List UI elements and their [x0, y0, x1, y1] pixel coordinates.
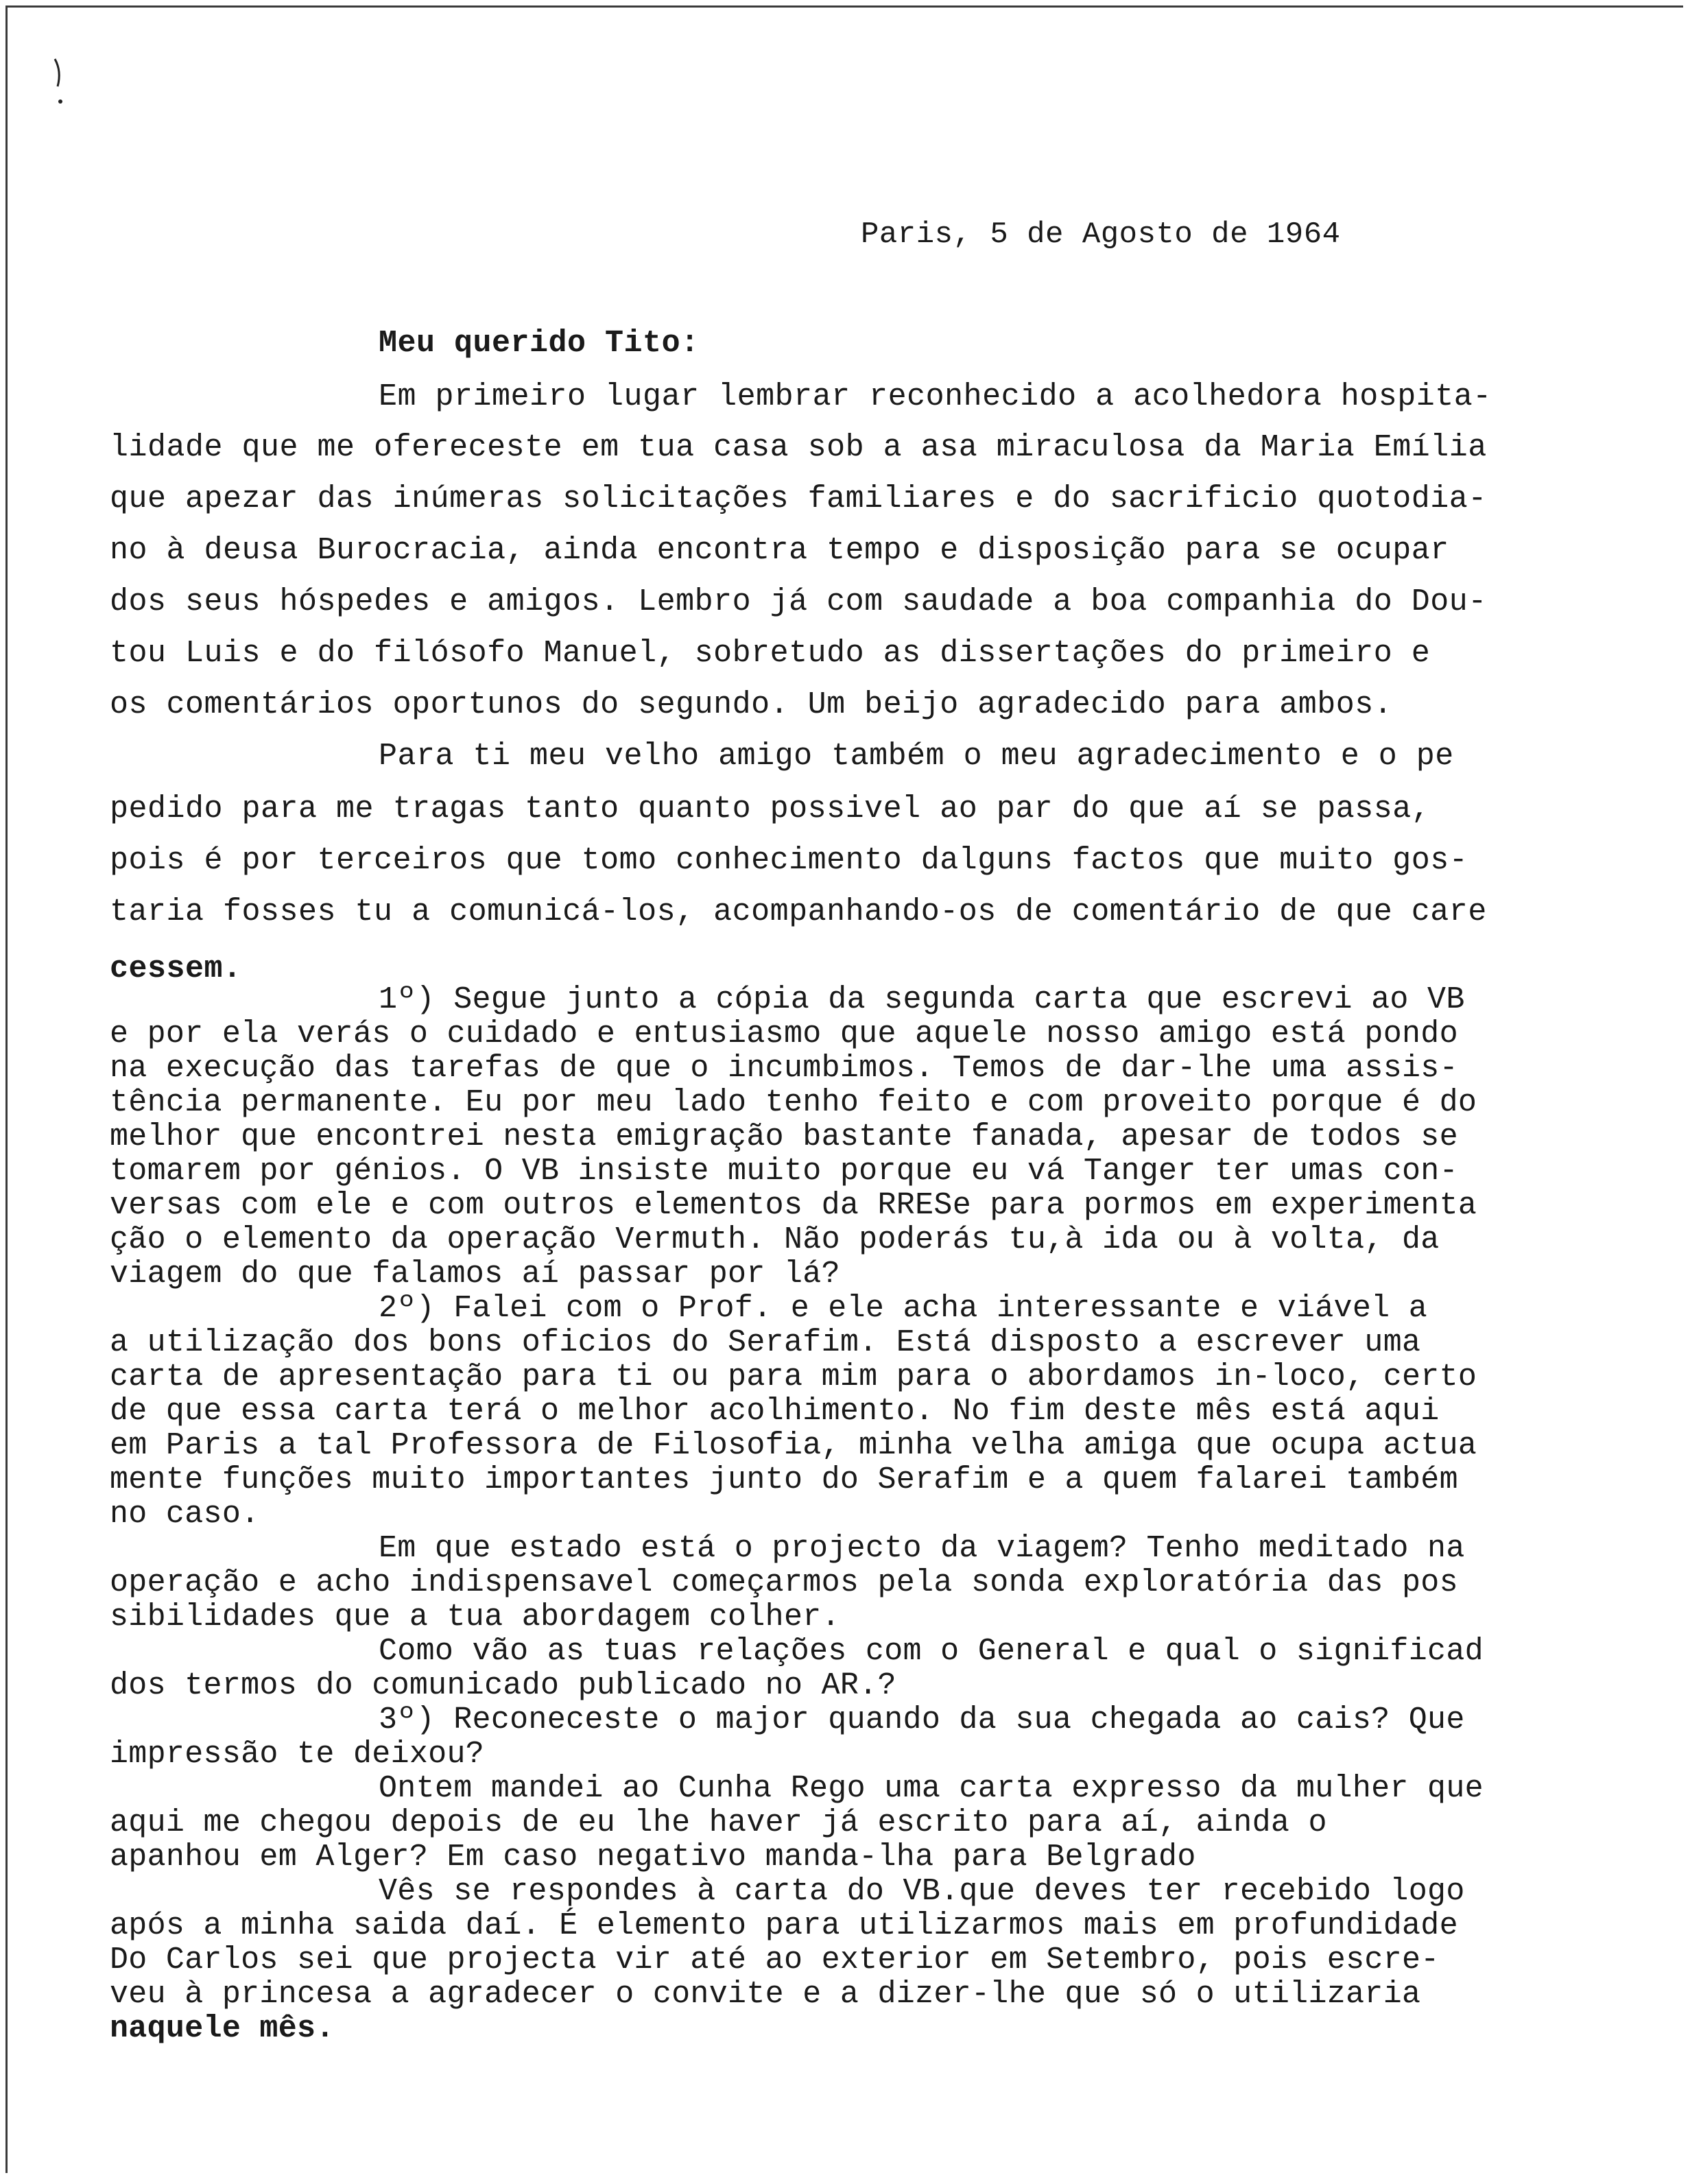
- body-line: apanhou em Alger? Em caso negativo manda-lha para Belgrado: [110, 1840, 1196, 1875]
- body-line: dos termos do comunicado publicado no AR.?: [110, 1668, 896, 1703]
- body-line: Ontem mandei ao Cunha Rego uma carta expresso da mulher que: [379, 1771, 1484, 1806]
- body-line: Vês se respondes à carta do VB.que deves ter recebido logo: [379, 1874, 1465, 1909]
- salutation: Meu querido Tito:: [379, 326, 700, 361]
- page-top-edge: [7, 5, 1683, 8]
- body-line: Como vão as tuas relações com o General e qual o significad: [379, 1634, 1484, 1669]
- dateline: Paris, 5 de Agosto de 1964: [861, 217, 1341, 252]
- item-3: 3º) Reconeceste o major quando da sua chegada ao cais? Que: [379, 1702, 1465, 1737]
- body-line: Em que estado está o projecto da viagem? Tenho meditado na: [379, 1531, 1465, 1566]
- body-line: impressão te deixou?: [110, 1737, 485, 1772]
- body-line: Do Carlos sei que projecta vir até ao exterior em Setembro, pois escre-: [110, 1943, 1440, 1978]
- body-line: aqui me chegou depois de eu lhe haver já escrito para aí, ainda o: [110, 1805, 1327, 1840]
- body-line: pedido para me tragas tanto quanto possivel ao par do que aí se passa,: [110, 792, 1431, 827]
- body-line: Em primeiro lugar lembrar reconhecido a acolhedora hospita-: [379, 379, 1492, 414]
- body-line: tomarem por génios. O VB insiste muito porque eu vá Tanger ter umas con-: [110, 1154, 1458, 1189]
- body-line: operação e acho indispensavel começarmos pela sonda exploratória das pos: [110, 1565, 1458, 1600]
- punch-mark-icon: [52, 56, 67, 111]
- body-line: e por ela verás o cuidado e entusiasmo que aquele nosso amigo está pondo: [110, 1017, 1458, 1052]
- body-line: que apezar das inúmeras solicitações familiares e do sacrificio quotodia-: [110, 482, 1487, 517]
- body-line: em Paris a tal Professora de Filosofia, minha velha amiga que ocupa actua: [110, 1428, 1477, 1463]
- body-line: melhor que encontrei nesta emigração bastante fanada, apesar de todos se: [110, 1119, 1458, 1154]
- body-line: viagem do que falamos aí passar por lá?: [110, 1257, 840, 1292]
- body-line: sibilidades que a tua abordagem colher.: [110, 1600, 840, 1635]
- body-line: dos seus hóspedes e amigos. Lembro já com saudade a boa companhia do Dou-: [110, 584, 1487, 619]
- body-line: após a minha saida daí. É elemento para utilizarmos mais em profundidade: [110, 1908, 1458, 1943]
- body-line: ção o elemento da operação Vermuth. Não poderás tu,à ida ou à volta, da: [110, 1222, 1440, 1257]
- body-line: taria fosses tu a comunicá-los, acompanhando-os de comentário de que care: [110, 894, 1487, 929]
- item-2: 2º) Falei com o Prof. e ele acha interessante e viável a: [379, 1291, 1428, 1326]
- body-line: versas com ele e com outros elementos da RRESe para pormos em experimenta: [110, 1188, 1477, 1223]
- body-line: veu à princesa a agradecer o convite e a dizer-lhe que só o utilizaria: [110, 1977, 1421, 2012]
- body-line: cessem.: [110, 951, 242, 986]
- body-line: tência permanente. Eu por meu lado tenho feito e com proveito porque é do: [110, 1085, 1477, 1120]
- body-line: mente funções muito importantes junto do Serafim e a quem falarei também: [110, 1462, 1458, 1497]
- body-line: Para ti meu velho amigo também o meu agradecimento e o pe: [379, 739, 1454, 774]
- body-line: de que essa carta terá o melhor acolhimento. No fim deste mês está aqui: [110, 1394, 1440, 1429]
- body-line: tou Luis e do filósofo Manuel, sobretudo as dissertações do primeiro e: [110, 636, 1431, 671]
- body-line: pois é por terceiros que tomo conhecimento dalguns factos que muito gos-: [110, 843, 1468, 878]
- body-line: na execução das tarefas de que o incumbimos. Temos de dar-lhe uma assis-: [110, 1051, 1458, 1086]
- body-line: a utilização dos bons oficios do Serafim. Está disposto a escrever uma: [110, 1325, 1421, 1360]
- body-line: naquele mês.: [110, 2011, 335, 2046]
- body-line: carta de apresentação para ti ou para mim para o abordamos in-loco, certo: [110, 1360, 1477, 1394]
- page-left-edge: [5, 5, 8, 2173]
- item-1: 1º) Segue junto a cópia da segunda carta que escrevi ao VB: [379, 982, 1465, 1017]
- body-line: no à deusa Burocracia, ainda encontra tempo e disposição para se ocupar: [110, 533, 1449, 568]
- body-line: no caso.: [110, 1497, 260, 1532]
- body-line: os comentários oportunos do segundo. Um beijo agradecido para ambos.: [110, 687, 1393, 722]
- body-line: lidade que me ofereceste em tua casa sob a asa miraculosa da Maria Emília: [110, 430, 1487, 465]
